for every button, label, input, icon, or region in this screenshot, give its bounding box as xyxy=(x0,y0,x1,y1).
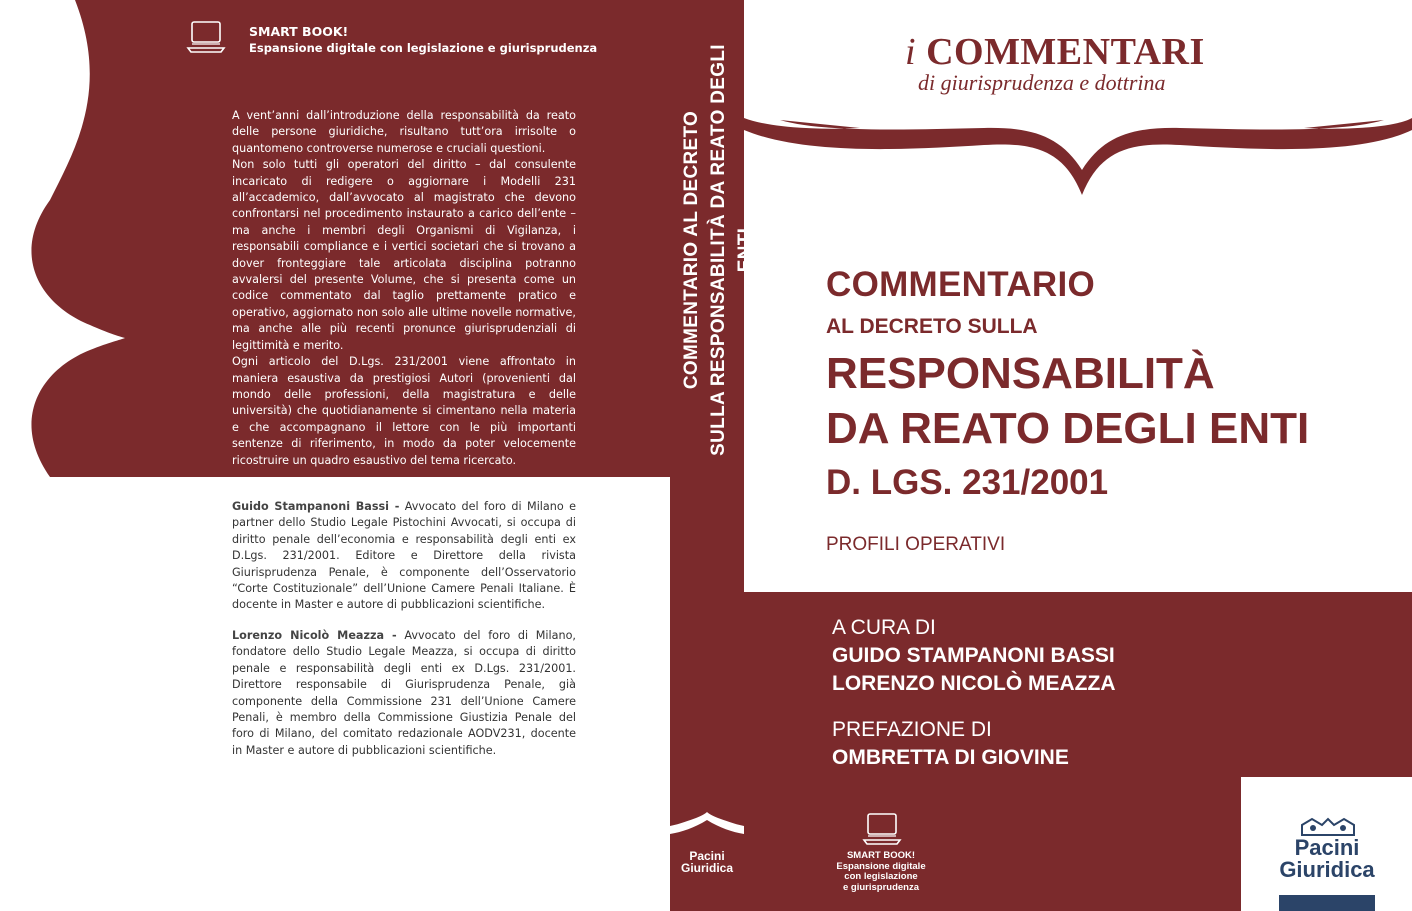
spine-logo-line2: Giuridica xyxy=(680,861,733,875)
title-line-3: RESPONSABILITÀ xyxy=(826,349,1215,398)
laptop-icon xyxy=(862,812,902,850)
smart-book-line: Espansione digitale xyxy=(836,860,926,872)
bracket-ornament-top xyxy=(744,100,1412,210)
author-bio xyxy=(232,499,576,614)
edited-by-label: A CURA DI xyxy=(832,616,936,639)
editor-2: LORENZO NICOLÒ MEAZZA xyxy=(832,672,1116,695)
back-blurb xyxy=(232,108,576,469)
series-logo xyxy=(905,30,1205,74)
title-line-2: AL DECRETO SULLA xyxy=(826,315,1038,338)
publisher-logo-line2: Giuridica xyxy=(1279,857,1375,882)
bio-text: Avvocato del foro di Milano, fondatore dello Studio Legale Meazza, si occupa di diritto penale e responsabilità degli enti ex D.Lgs. 231/2001. Direttore responsabile di Giurisprudenza Penale, già componente della Commissione 231 dell’Unione Camere Penali, è membro della Commissione Giustizia Penale del foro di Milano, del comitato redazionale AODV231, docente in Master e autore di pubblicazioni scientifiche. xyxy=(232,629,576,757)
smart-book-subtitle: Espansione digitale con legislazione e giurisprudenza xyxy=(249,41,598,55)
title-line-1: COMMENTARIO xyxy=(826,265,1096,304)
smart-book-title: SMART BOOK! xyxy=(249,24,349,39)
preface-label: PREFAZIONE DI xyxy=(832,718,992,741)
spine-title xyxy=(678,30,759,470)
bio-text: Avvocato del foro di Milano e partner dello Studio Legale Pistochini Avvocati, si occupa di diritto penale dell’economia e responsabilità degli enti ex D.Lgs. 231/2001. Editore e Direttore della rivista Giurisprudenza Penale, è componente dell’Osservatorio “Corte Costituzionale” dell’Unione Camere Penali Italiane. È docente in Master e autore di pubblicazioni scientifiche. xyxy=(232,500,576,612)
bracket-ornament xyxy=(0,0,125,477)
blurb-paragraph: A vent’anni dall’introduzione della responsabilità da reato delle persone giuridiche, risultano tutt’ora irrisolte o quantomeno controverse numerose e cruciali questioni. xyxy=(232,109,576,155)
author-bio xyxy=(232,628,576,759)
publisher-logo-line1: Pacini xyxy=(1294,835,1360,860)
blurb-paragraph: Ogni articolo del D.Lgs. 231/2001 viene affrontato in maniera esaustiva da prestigiosi Autori (provenienti dal mondo delle professioni, della magistratura e delle università) che quotidianamente si cimentano nella materia e che accompagnano il lettore con le più importanti sentenze di riferimento, in modo da poter velocemente ricostruire un quadro esaustivo del tema ricercato. xyxy=(232,355,576,467)
title-line-5: D. LGS. 231/2001 xyxy=(826,463,1109,502)
editor-1: GUIDO STAMPANONI BASSI xyxy=(832,644,1115,667)
smart-book-badge xyxy=(812,851,950,893)
publisher-logo xyxy=(1270,837,1384,881)
spine-publisher-logo xyxy=(674,850,740,874)
title-line-4: DA REATO DEGLI ENTI xyxy=(826,404,1310,453)
spine-title-line2: SULLA RESPONSABILITÀ DA REATO DEGLI ENTI xyxy=(708,44,756,456)
publisher-emblem-icon xyxy=(1298,815,1358,837)
smart-book-line: con legislazione xyxy=(844,871,918,882)
subtitle: PROFILI OPERATIVI xyxy=(826,534,1006,555)
spine-title-line1: COMMENTARIO AL DECRETO xyxy=(681,110,702,390)
smart-book-line: e giurisprudenza xyxy=(842,881,919,893)
laptop-icon xyxy=(186,20,226,54)
preface-author: OMBRETTA DI GIOVINE xyxy=(832,746,1069,769)
crown-ornament xyxy=(670,812,744,842)
smart-book-line: SMART BOOK! xyxy=(846,850,916,861)
series-name: COMMENTARI xyxy=(926,31,1205,73)
spine-logo-line1: Pacini xyxy=(689,849,725,863)
series-prefix: i xyxy=(905,31,917,73)
publisher-stripe xyxy=(1279,895,1375,911)
bio-name: Guido Stampanoni Bassi - xyxy=(232,500,400,513)
blurb-paragraph: Non solo tutti gli operatori del diritto – dal consulente incaricato di redigere o aggiornare i Modelli 231 all’accademico, dall’avvocato al magistrato che devono confrontarsi nel procedimento instaurato a carico dell’ente – ma anche i membri degli Organismi di Vigilanza, i responsabili compliance e i vertici societari che si trovano a dover fronteggiare tale articolata disciplina potranno avvalersi del presente Volume, che si presenta come un codice commentato dal taglio prettamente pratico e operativo, aggiornato non solo alle ultime novelle normative, ma anche alle più recenti pronunce giurisprudenziali di legittimità e merito. xyxy=(232,158,576,352)
bio-name: Lorenzo Nicolò Meazza - xyxy=(232,629,397,642)
series-subtitle: di giurisprudenza e dottrina xyxy=(918,70,1166,95)
